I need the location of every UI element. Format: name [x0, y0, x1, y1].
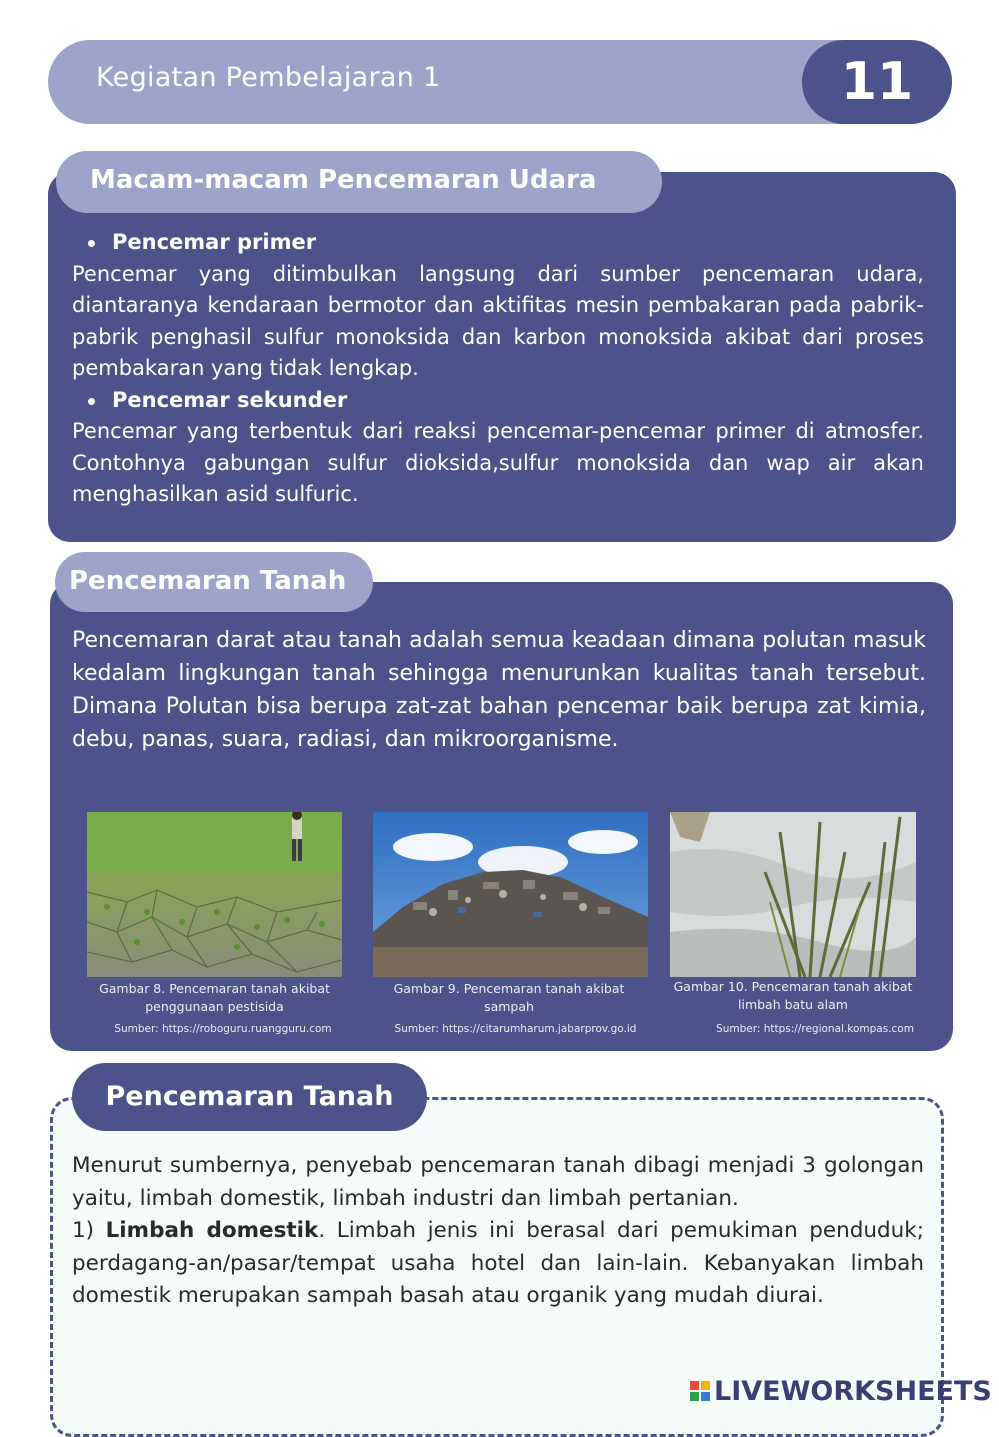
- air-pollution-panel: [48, 172, 956, 542]
- soil-pollution-panel: [50, 582, 953, 1051]
- figure-10-image: [670, 812, 916, 977]
- figure-9-image: [373, 812, 648, 977]
- mud-grass-illustration: [670, 812, 916, 977]
- liveworksheets-text: LIVEWORKSHEETS: [714, 1375, 992, 1407]
- air-pollution-content: [72, 227, 924, 511]
- figure-10-source: Sumber: https://regional.kompas.com: [716, 1023, 914, 1035]
- air-pollution-title: Macam-macam Pencemaran Udara: [56, 151, 662, 213]
- item1-number: 1): [72, 1218, 95, 1243]
- primary-pollutant-text: Pencemar yang ditimbulkan langsung dari sumber pencemaran udara, diantaranya kendaraan bermotor dan aktifitas mesin pembakaran pada pabrik-pabrik penghasil sulfur monoksida dan karbon monoksida akibat dari proses pembakaran yang tidak lengkap.: [72, 261, 924, 380]
- header-title: Kegiatan Pembelajaran 1: [96, 62, 441, 93]
- sources-intro: Menurut sumbernya, penyebab pencemaran tanah dibagi menjadi 3 golongan yaitu, limbah domestik, limbah industri dan limbah pertanian.: [72, 1153, 924, 1211]
- page-number: 11: [802, 40, 952, 124]
- primary-pollutant-heading: Pencemar primer: [72, 227, 924, 259]
- figure-9-source: Sumber: https://citarumharum.jabarprov.go.id: [394, 1023, 637, 1035]
- secondary-pollutant-text: Pencemar yang terbentuk dari reaksi pencemar-pencemar primer di atmosfer. Contohnya gabungan sulfur dioksida,sulfur monoksida dan wap air akan menghasilkan asid sulfuric.: [72, 419, 924, 506]
- figure-8-image: [87, 812, 342, 977]
- liveworksheets-logo: [690, 1372, 992, 1410]
- soil-pollution-title: Pencemaran Tanah: [55, 552, 373, 612]
- soil-pollution-sources-text: [72, 1150, 924, 1313]
- soil-pollution-sources-title: Pencemaran Tanah: [72, 1063, 427, 1131]
- soil-pollution-text: Pencemaran darat atau tanah adalah semua keadaan dimana polutan masuk kedalam lingkungan tanah sehingga menurunkan kualitas tanah tersebut. Dimana Polutan bisa berupa zat-zat bahan pencemar baik berupa zat kimia, debu, panas, suara, radiasi, dan mikroorganisme.: [72, 628, 926, 752]
- figure-9-caption: Gambar 9. Pencemaran tanah akibat sampah: [393, 981, 625, 1014]
- figure-8-source: Sumber: https://roboguru.ruangguru.com: [114, 1023, 332, 1035]
- header-bar: [48, 40, 952, 124]
- garbage-heap-illustration: [373, 812, 648, 977]
- liveworksheets-icon: [690, 1381, 710, 1401]
- item1-term: Limbah domestik: [105, 1218, 319, 1243]
- rice-field-illustration: [87, 812, 342, 977]
- item1-text: . Limbah jenis ini berasal dari pemukiman penduduk; perdagang-an/pasar/tempat usaha hotel dan lain-lain. Kebanyakan limbah domestik merupakan sampah basah atau organik yang mudah diurai.: [72, 1218, 924, 1308]
- figure-10-caption: Gambar 10. Pencemaran tanah akibat limbah batu alam: [673, 979, 913, 1012]
- secondary-pollutant-heading: Pencemar sekunder: [72, 385, 924, 417]
- figure-8-caption: Gambar 8. Pencemaran tanah akibat penggunaan pestisida: [99, 981, 330, 1014]
